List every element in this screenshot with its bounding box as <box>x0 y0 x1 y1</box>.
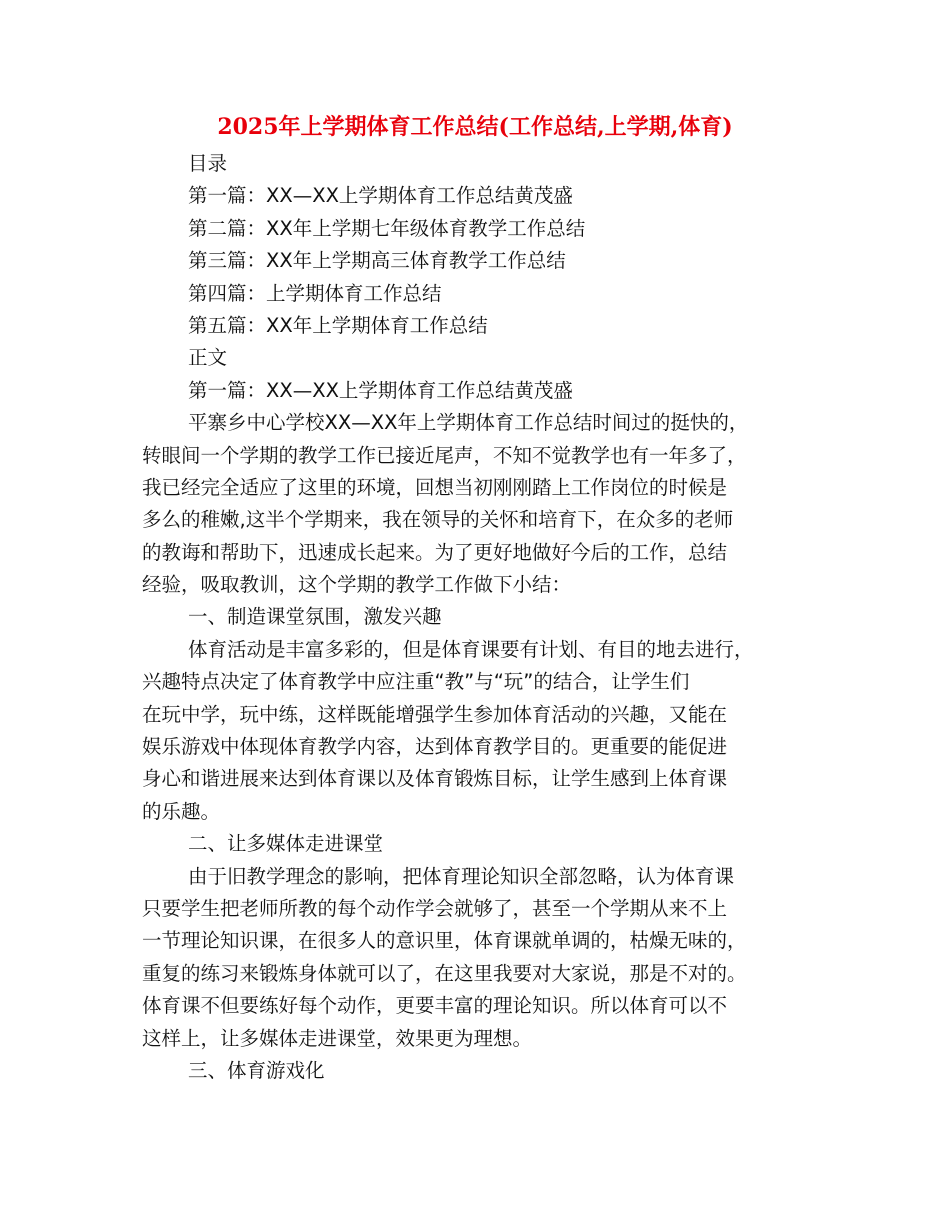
body-heading: 正文 <box>188 346 228 370</box>
section-heading: 二、让多媒体走进课堂 <box>188 832 384 856</box>
paragraph-line: 身心和谐进展来达到体育课以及体育锻炼目标，让学生感到上体育课 <box>142 767 728 791</box>
paragraph-line: 重复的练习来锻炼身体就可以了，在这里我要对大家说，那是不对的。 <box>142 961 747 985</box>
toc-item: 第三篇：XX年上学期高三体育教学工作总结 <box>188 249 566 273</box>
paragraph-line: 多么的稚嫩,这半个学期来，我在领导的关怀和培育下，在众多的老师 <box>142 508 734 532</box>
paragraph-line: 娱乐游戏中体现体育教学内容，达到体育教学目的。更重要的能促进 <box>142 735 728 759</box>
paragraph-line: 在玩中学，玩中练，这样既能增强学生参加体育活动的兴趣，又能在 <box>142 702 728 726</box>
document-title: 2025年上学期体育工作总结(工作总结,上学期,体育) <box>217 114 733 140</box>
section-heading: 一、制造课堂氛围，激发兴趣 <box>188 605 442 629</box>
toc-item: 第五篇：XX年上学期体育工作总结 <box>188 313 488 337</box>
paragraph-line: 由于旧教学理念的影响，把体育理论知识全部忽略，认为体育课 <box>188 864 735 888</box>
paragraph-line: 我已经完全适应了这里的环境，回想当初刚刚踏上工作岗位的时候是 <box>142 475 728 499</box>
paragraph-line: 转眼间一个学期的教学工作已接近尾声，不知不觉教学也有一年多了， <box>142 443 747 467</box>
paragraph-line: 的乐趣。 <box>142 799 221 823</box>
paragraph-line: 体育活动是丰富多彩的，但是体育课要有计划、有目的地去进行， <box>188 637 754 661</box>
paragraph-line: 体育课不但要练好每个动作，更要丰富的理论知识。所以体育可以不 <box>142 994 728 1018</box>
document-body <box>142 148 808 1087</box>
paragraph-line: 这样上，让多媒体走进课堂，效果更为理想。 <box>142 1026 533 1050</box>
paragraph-line: 只要学生把老师所教的每个动作学会就够了，甚至一个学期从来不上 <box>142 896 728 920</box>
paragraph-line: 一节理论知识课，在很多人的意识里，体育课就单调的，枯燥无味的， <box>142 929 747 953</box>
paragraph-line: 经验，吸取教训，这个学期的教学工作做下小结： <box>142 573 572 597</box>
article-title: 第一篇：XX—XX上学期体育工作总结黄茂盛 <box>188 378 573 402</box>
toc-item: 第二篇：XX年上学期七年级体育教学工作总结 <box>188 216 586 240</box>
paragraph-line: 平寨乡中心学校XX—XX年上学期体育工作总结时间过的挺快的， <box>188 411 749 435</box>
toc-heading: 目录 <box>188 152 228 175</box>
paragraph-line: 的教诲和帮助下，迅速成长起来。为了更好地做好今后的工作，总结 <box>142 540 728 564</box>
toc-item: 第四篇：上学期体育工作总结 <box>188 281 442 305</box>
toc-item: 第一篇：XX—XX上学期体育工作总结黄茂盛 <box>188 184 573 208</box>
paragraph-line: 兴趣特点决定了体育教学中应注重“教”与“玩”的结合，让学生们 <box>142 670 690 694</box>
section-heading: 三、体育游戏化 <box>188 1058 325 1082</box>
